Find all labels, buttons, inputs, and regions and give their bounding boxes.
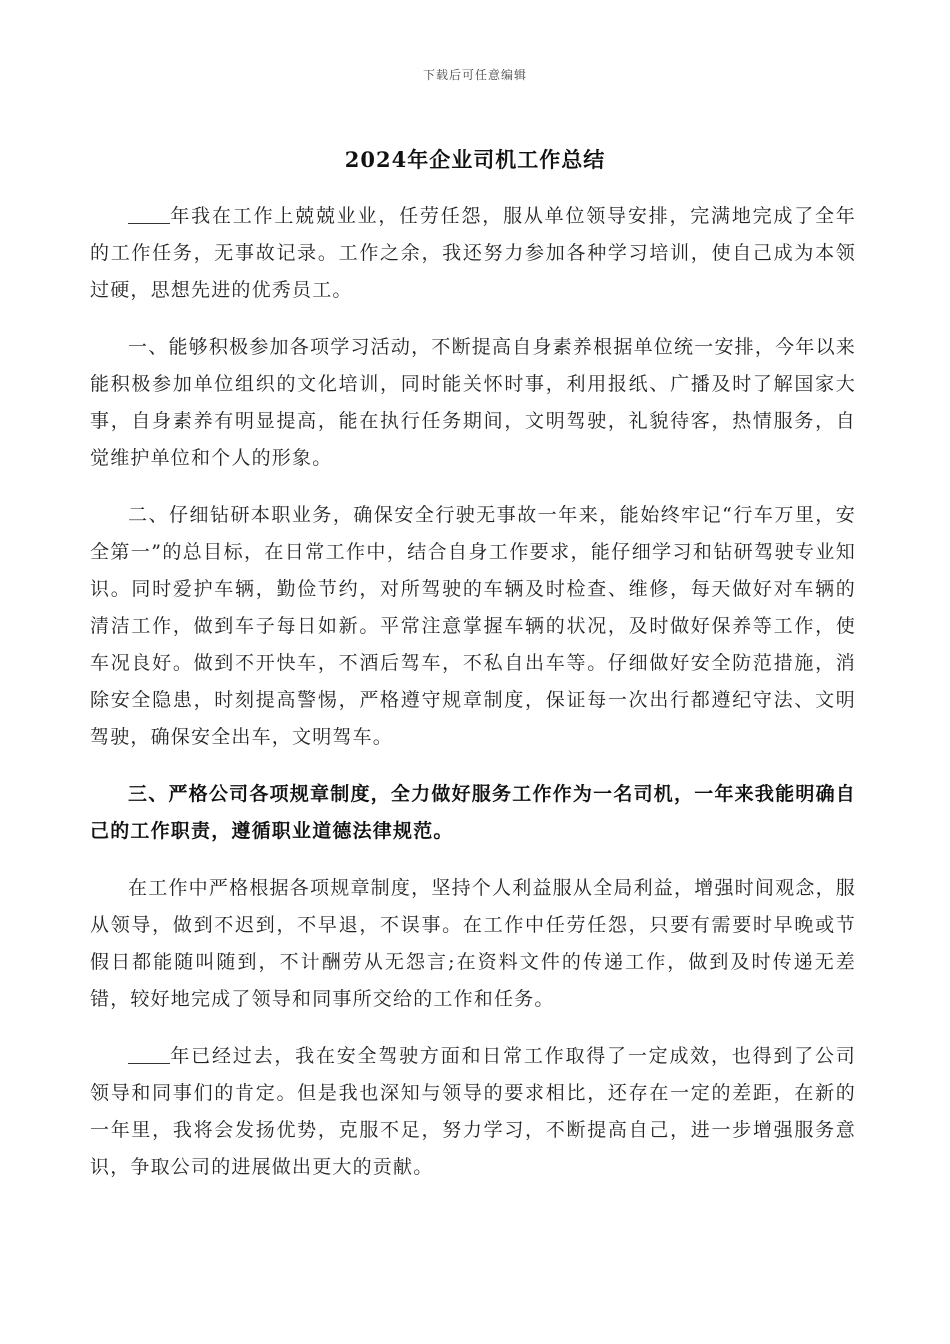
fill-in-blank [128,1044,170,1064]
paragraph-section-one [90,329,856,477]
paragraph-section-two [90,497,856,756]
paragraph-text: 年已经过去，我在安全驾驶方面和日常工作取得了一定成效，也得到了公司领导和同事们的肯定。但是我也深知与领导的要求相比，还存在一定的差距，在新的一年里，我将会发扬优势，克服不足，努力学习，不断提高自己，进一步增强服务意识，争取公司的进展做出更大的贡献。 [90,1045,856,1178]
paragraph-text: 一、能够积极参加各项学习活动，不断提高自身素养根据单位统一安排，今年以来能积极参加单位组织的文化培训，同时能关怀时事，利用报纸、广播及时了解国家大事，自身素养有明显提高，能在执行任务期间，文明驾驶，礼貌待客，热情服务，自觉维护单位和个人的形象。 [90,336,856,469]
document-title: 2024年企业司机工作总结 [344,147,606,172]
paragraph-text: 三、严格公司各项规章制度，全力做好服务工作作为一名司机，一年来我能明确自己的工作职责，遵循职业道德法律规范。 [90,783,856,842]
document-body [90,198,856,1206]
paragraph-text: 在工作中严格根据各项规章制度，坚持个人利益服从全局利益，增强时间观念，服从领导，做到不迟到，不早退，不误事。在工作中任劳任怨，只要有需要时早晚或节假日都能随叫随到，不计酬劳从无怨言;在资料文件的传递工作，做到及时传递无差错，较好地完成了领导和同事所交给的工作和任务。 [90,877,856,1010]
paragraph-conclusion [90,1038,856,1186]
paragraph-text: 二、仔细钻研本职业务，确保安全行驶无事故一年来，能始终牢记“行车万里，安全第一”的总目标，在日常工作中，结合自身工作要求，能仔细学习和钻研驾驶专业知识。同时爱护车辆，勤俭节约，对所驾驶的车辆及时检查、维修，每天做好对车辆的清洁工作，做到车子每日如新。平常注意掌握车辆的状况，及时做好保养等工作，使车况良好。做到不开快车，不酒后驾车，不私自出车等。仔细做好安全防范措施，消除安全隐患，时刻提高警惕，严格遵守规章制度，保证每一次出行都遵纪守法、文明驾驶，确保安全出车，文明驾车。 [90,504,856,748]
paragraph-intro [90,198,856,309]
paragraph-section-three-heading [90,776,856,850]
fill-in-blank [128,204,170,224]
paragraph-text: 年我在工作上兢兢业业，任劳任怨，服从单位领导安排，完满地完成了全年的工作任务，无事故记录。工作之余，我还努力参加各种学习培训，使自己成为本领过硬，思想先进的优秀员工。 [90,205,856,301]
header-note: 下载后可任意编辑 [422,68,527,82]
paragraph-section-three-body [90,870,856,1018]
